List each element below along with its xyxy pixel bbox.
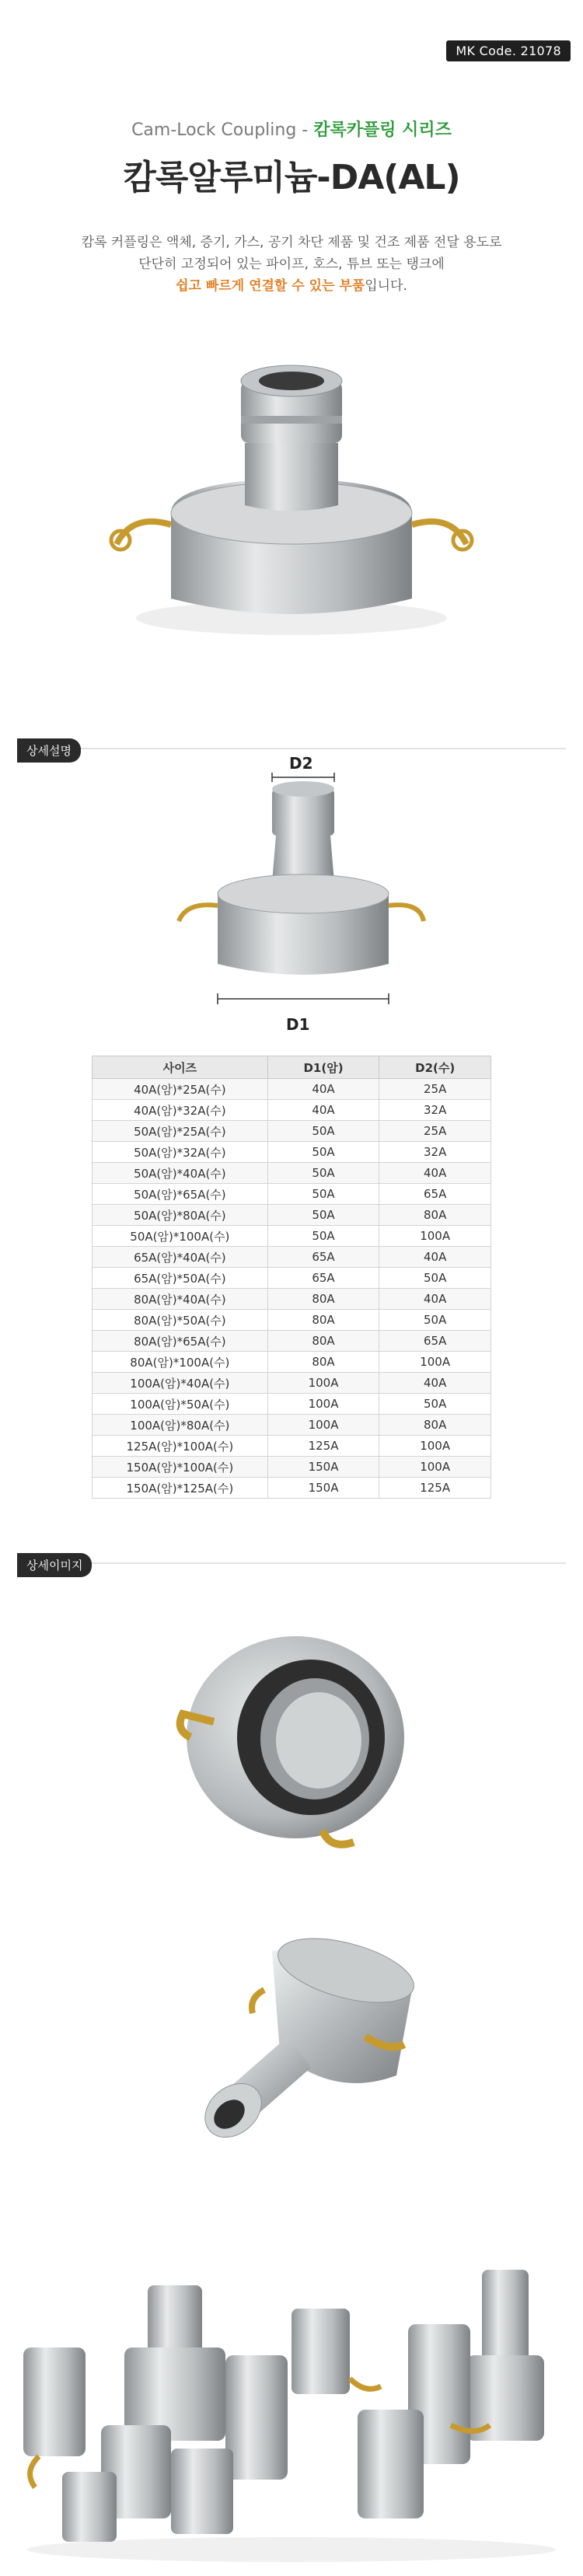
table-header-row: [93, 1056, 491, 1079]
product-description: [0, 232, 583, 297]
table-row: [93, 1310, 491, 1331]
detail-image-female-end: [167, 1621, 416, 1854]
cell-d1: 65A: [267, 1247, 379, 1268]
cell-d1: 80A: [267, 1289, 379, 1310]
product-title: 캄록알루미늄-DA(AL): [123, 158, 460, 197]
table-row: [93, 1436, 491, 1457]
product-subtitle: [0, 117, 583, 141]
cell-size: 50A(암)*100A(수): [93, 1226, 268, 1247]
cell-d1: 50A: [267, 1142, 379, 1163]
cell-size: 65A(암)*50A(수): [93, 1268, 268, 1289]
desc-tail: 입니다.: [365, 278, 407, 294]
table-row: [93, 1478, 491, 1499]
header-size: 사이즈: [93, 1056, 268, 1079]
cell-size: 80A(암)*65A(수): [93, 1331, 268, 1352]
subtitle-series: 캄록카플링 시리즈: [313, 120, 452, 140]
subtitle-en: Cam-Lock Coupling -: [131, 120, 309, 140]
table-row: [93, 1457, 491, 1478]
cell-d2: 40A: [379, 1289, 491, 1310]
cell-d1: 150A: [267, 1457, 379, 1478]
table-row: [93, 1079, 491, 1100]
table-row: [93, 1142, 491, 1163]
cell-d1: 100A: [267, 1394, 379, 1415]
table-row: [93, 1415, 491, 1436]
cell-d1: 150A: [267, 1478, 379, 1499]
cell-size: 125A(암)*100A(수): [93, 1436, 268, 1457]
desc-line-3: [0, 275, 583, 297]
desc-highlight: 쉽고 빠르게 연결할 수 있는 부품: [176, 278, 365, 294]
cell-d2: 80A: [379, 1205, 491, 1226]
header-d2: D2(수): [379, 1056, 491, 1079]
section-tag-detail-description: 상세설명: [17, 738, 81, 763]
cell-d2: 50A: [379, 1394, 491, 1415]
cell-d2: 100A: [379, 1436, 491, 1457]
cell-size: 50A(암)*80A(수): [93, 1205, 268, 1226]
cell-d1: 65A: [267, 1268, 379, 1289]
cell-d1: 50A: [267, 1226, 379, 1247]
cell-size: 80A(암)*100A(수): [93, 1352, 268, 1373]
cell-size: 100A(암)*80A(수): [93, 1415, 268, 1436]
cell-size: 80A(암)*40A(수): [93, 1289, 268, 1310]
cell-d2: 32A: [379, 1142, 491, 1163]
cell-d1: 100A: [267, 1373, 379, 1394]
cell-d2: 125A: [379, 1478, 491, 1499]
cell-d2: 80A: [379, 1415, 491, 1436]
cell-size: 40A(암)*32A(수): [93, 1100, 268, 1121]
cell-d1: 100A: [267, 1415, 379, 1436]
cell-d1: 125A: [267, 1436, 379, 1457]
cell-size: 50A(암)*32A(수): [93, 1142, 268, 1163]
header-d1: D1(암): [267, 1056, 379, 1079]
cell-d2: 40A: [379, 1373, 491, 1394]
table-row: [93, 1394, 491, 1415]
cell-d2: 100A: [379, 1457, 491, 1478]
cell-d2: 100A: [379, 1226, 491, 1247]
cell-d1: 50A: [267, 1163, 379, 1184]
section-divider: [17, 1562, 566, 1564]
cell-d2: 50A: [379, 1268, 491, 1289]
cell-size: 150A(암)*100A(수): [93, 1457, 268, 1478]
section-divider: [17, 748, 566, 749]
cell-d2: 65A: [379, 1331, 491, 1352]
cell-d1: 50A: [267, 1121, 379, 1142]
cell-d1: 50A: [267, 1184, 379, 1205]
table-row: [93, 1268, 491, 1289]
cell-d2: 100A: [379, 1352, 491, 1373]
table-row: [93, 1100, 491, 1121]
cell-size: 150A(암)*125A(수): [93, 1478, 268, 1499]
section-tag-detail-images: 상세이미지: [17, 1553, 92, 1577]
product-code-badge: MK Code. 21078: [446, 40, 571, 61]
cell-size: 50A(암)*65A(수): [93, 1184, 268, 1205]
cell-d2: 40A: [379, 1163, 491, 1184]
table-row: [93, 1205, 491, 1226]
cell-d1: 40A: [267, 1079, 379, 1100]
cell-size: 65A(암)*40A(수): [93, 1247, 268, 1268]
cell-d2: 50A: [379, 1310, 491, 1331]
table-row: [93, 1331, 491, 1352]
cell-d1: 80A: [267, 1352, 379, 1373]
cell-d2: 25A: [379, 1079, 491, 1100]
table-row: [93, 1163, 491, 1184]
cell-d2: 32A: [379, 1100, 491, 1121]
cell-size: 40A(암)*25A(수): [93, 1079, 268, 1100]
cell-d1: 80A: [267, 1331, 379, 1352]
table-row: [93, 1226, 491, 1247]
table-row: [93, 1247, 491, 1268]
table-row: [93, 1289, 491, 1310]
cell-d1: 50A: [267, 1205, 379, 1226]
cell-d2: 65A: [379, 1184, 491, 1205]
desc-line-1: 캄록 커플링은 액체, 증기, 가스, 공기 차단 제품 및 건조 제품 전달 용도로: [81, 235, 502, 250]
cell-size: 50A(암)*40A(수): [93, 1163, 268, 1184]
table-row: [93, 1373, 491, 1394]
cell-d1: 80A: [267, 1310, 379, 1331]
product-lineup-image: [16, 2270, 567, 2565]
d2-label: D2: [289, 754, 313, 773]
table-row: [93, 1352, 491, 1373]
spec-table: [92, 1056, 491, 1499]
desc-line-2: 단단히 고정되어 있는 파이프, 호스, 튜브 또는 탱크에: [138, 257, 445, 272]
cell-size: 50A(암)*25A(수): [93, 1121, 268, 1142]
d1-label: D1: [286, 1015, 310, 1034]
cell-d2: 40A: [379, 1247, 491, 1268]
table-row: [93, 1121, 491, 1142]
dimension-diagram-image: [163, 777, 428, 1011]
detail-image-side-view: [179, 1920, 428, 2161]
cell-size: 80A(암)*50A(수): [93, 1310, 268, 1331]
cell-size: 100A(암)*40A(수): [93, 1373, 268, 1394]
product-hero-image: [101, 350, 482, 645]
cell-size: 100A(암)*50A(수): [93, 1394, 268, 1415]
cell-d1: 40A: [267, 1100, 379, 1121]
table-row: [93, 1184, 491, 1205]
cell-d2: 25A: [379, 1121, 491, 1142]
